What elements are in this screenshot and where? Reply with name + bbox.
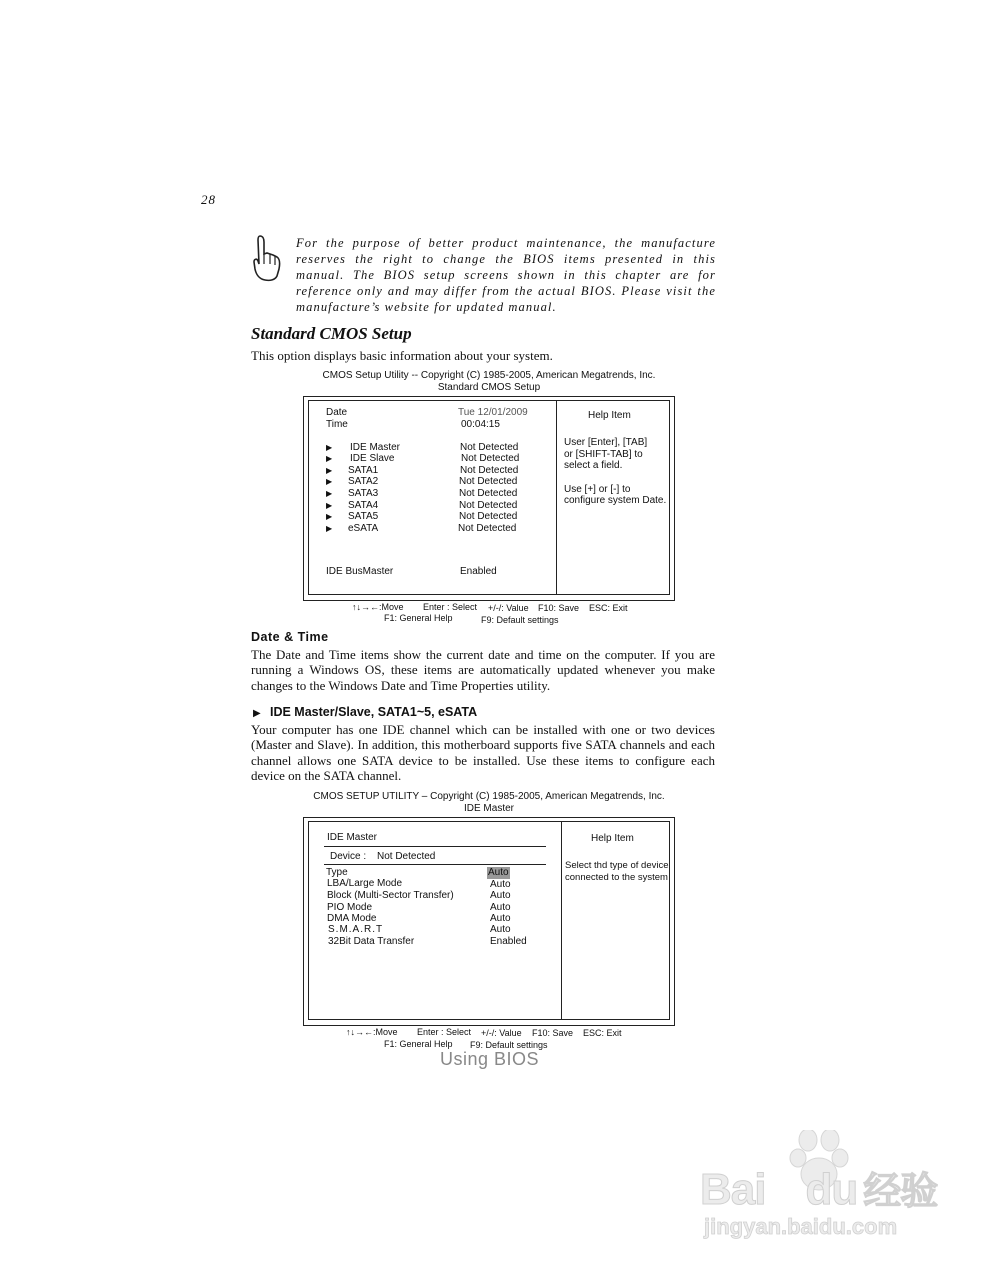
bios2-device-label: Device : xyxy=(330,851,367,862)
bios1-row-label: SATA4 xyxy=(348,500,379,511)
bios1-caption-line1: CMOS Setup Utility -- Copyright (C) 1985-2005, American Megatrends, Inc. xyxy=(322,370,656,381)
bios2-row-value[interactable]: Auto xyxy=(490,890,511,901)
bios2-divider xyxy=(561,821,562,1020)
bios2-key-exit: ESC: Exit xyxy=(583,1028,622,1038)
submenu-arrow-icon: ▶ xyxy=(326,454,333,463)
bios1-divider xyxy=(556,400,557,595)
bios2-row-value[interactable]: Enabled xyxy=(490,936,527,947)
bios1-key-value: +/-/: Value xyxy=(488,603,529,613)
bios1-row-label: SATA1 xyxy=(348,465,379,476)
bios1-row-label: IDE Slave xyxy=(350,453,395,464)
submenu-arrow-icon: ▶ xyxy=(326,443,333,452)
submenu-arrow-icon: ▶ xyxy=(326,512,333,521)
bios1-row-label: IDE Master xyxy=(350,442,401,453)
submenu-arrow-icon: ▶ xyxy=(326,524,333,533)
ide-section-text: Your computer has one IDE channel which can be installed with one or two devices (Master and Slave). In addition, this motherboard supports five SATA channels and each channel allows one SATA device to be installed. Use these items to configure each device on the SATA channel. xyxy=(251,722,715,783)
date-time-text: The Date and Time items show the current date and time on the computer. If you are running a Windows OS, these items are automatically updated whenever you make changes to the Windows Date and Time Properties utility. xyxy=(251,647,715,693)
bios1-row-label: eSATA xyxy=(348,523,379,534)
bios2-row-label: 32Bit Data Transfer xyxy=(328,936,415,947)
bios2-device-rule xyxy=(324,864,546,865)
bios2-key-select: Enter : Select xyxy=(417,1027,472,1037)
bios2-row-value[interactable]: Auto xyxy=(490,924,511,935)
bios1-row-label: Date xyxy=(326,407,348,418)
bios1-help-line: select a field. xyxy=(564,460,623,471)
bios2-row-value[interactable]: Auto xyxy=(490,902,511,913)
bios2-screen xyxy=(303,817,675,1026)
bios2-key-save: F10: Save xyxy=(532,1028,574,1038)
bios1-help-line: configure system Date. xyxy=(564,495,667,506)
bios1-caption xyxy=(303,370,675,394)
bios2-key-help: F1: General Help xyxy=(384,1039,453,1049)
bios1-row-value: Not Detected xyxy=(459,488,518,499)
bios1-key-help: F1: General Help xyxy=(384,613,453,623)
bios1-key-exit: ESC: Exit xyxy=(589,603,628,613)
bios1-help-line: or [SHIFT-TAB] to xyxy=(564,449,643,460)
bios2-row-label: PIO Mode xyxy=(327,902,373,913)
watermark-url: jingyan.baidu.com xyxy=(704,1214,898,1239)
bios1-row-label: IDE BusMaster xyxy=(326,566,394,577)
bios2-caption-line2: IDE Master xyxy=(463,803,514,814)
submenu-arrow-icon: ▶ xyxy=(326,489,333,498)
submenu-arrow-icon: ▶ xyxy=(326,466,333,475)
watermark-cn: 经验 xyxy=(863,1171,938,1213)
bios2-key-move: ↑↓→←:Move xyxy=(346,1027,398,1037)
bios2-row-label: Block (Multi-Sector Transfer) xyxy=(327,890,454,901)
bios1-key-defaults: F9: Default settings xyxy=(481,615,559,625)
bios2-device-value: Not Detected xyxy=(377,851,436,862)
bios1-row-label: Time xyxy=(326,419,348,430)
bios2-row-label: LBA/Large Mode xyxy=(327,878,403,889)
watermark-brand: Bai xyxy=(700,1165,766,1214)
bios2-title-rule xyxy=(324,846,546,847)
bios1-row-value: Not Detected xyxy=(458,523,517,534)
bios2-row-value[interactable]: Auto xyxy=(490,913,511,924)
bios1-screen xyxy=(303,396,675,601)
bios1-row-value: Tue 12/01/2009 xyxy=(458,407,528,418)
bios1-row-label: SATA2 xyxy=(348,476,379,487)
date-time-heading: Date & Time xyxy=(251,630,329,644)
bios2-help-line: Select thd type of device xyxy=(565,860,669,871)
watermark-brand2: du xyxy=(805,1165,858,1214)
footer-title: Using BIOS xyxy=(440,1049,540,1069)
bios1-help-line: User [Enter], [TAB] xyxy=(564,437,648,448)
bios1-row-value: Not Detected xyxy=(459,500,518,511)
bios1-row-value: Not Detected xyxy=(459,511,518,522)
bios1-key-save: F10: Save xyxy=(538,603,580,613)
bios2-row-value[interactable]: Auto xyxy=(490,879,511,890)
submenu-arrow-icon: ▶ xyxy=(326,501,333,510)
page-number: 28 xyxy=(201,192,216,207)
submenu-arrow-icon: ▶ xyxy=(326,477,333,486)
bios2-row-value-selected[interactable]: Auto xyxy=(488,867,509,878)
bios2-help-line: connected to the system xyxy=(565,872,668,883)
bios1-row-label: SATA3 xyxy=(348,488,379,499)
bios1-help-line: Use [+] or [-] to xyxy=(564,484,631,495)
bios2-caption-line1: CMOS SETUP UTILITY – Copyright (C) 1985-2005, American Megatrends, Inc. xyxy=(313,791,665,802)
bios2-row-label: DMA Mode xyxy=(327,913,377,924)
pointing-hand-icon xyxy=(250,234,284,282)
bios1-row-value: Not Detected xyxy=(461,453,520,464)
bios1-row-value: Not Detected xyxy=(460,442,519,453)
note-text: For the purpose of better product maintenance, the manufacture reserves the right to change the BIOS items presented in this manual. The BIOS setup screens shown in this chapter are for reference only and may differ from the actual BIOS. Please visit the manufacture’s website for updated manual. xyxy=(296,236,716,314)
bios1-row-value: Not Detected xyxy=(460,465,519,476)
bios2-key-value: +/-/: Value xyxy=(481,1028,522,1038)
bios1-row-value: Enabled xyxy=(460,566,497,577)
ide-section-heading: IDE Master/Slave, SATA1~5, eSATA xyxy=(270,705,478,719)
bios2-key-defaults: F9: Default settings xyxy=(470,1040,548,1050)
bios1-caption-line2: Standard CMOS Setup xyxy=(437,382,541,393)
bios1-key-move: ↑↓→←:Move xyxy=(352,602,404,612)
bios1-row-value: Not Detected xyxy=(459,476,518,487)
bios2-row-label: S.M.A.R.T xyxy=(328,924,384,935)
bios1-help-title: Help Item xyxy=(588,410,631,421)
bios1-key-select: Enter : Select xyxy=(423,602,478,612)
section-intro: This option displays basic information about your system. xyxy=(251,348,553,363)
bios2-panel-title: IDE Master xyxy=(327,832,378,843)
submenu-arrow-icon: ▶ xyxy=(253,708,261,719)
section-title: Standard CMOS Setup xyxy=(251,324,412,343)
bios1-row-value: 00:04:15 xyxy=(461,419,500,430)
bios2-caption xyxy=(303,791,675,815)
bios2-row-label: Type xyxy=(326,867,348,878)
bios2-help-title: Help Item xyxy=(591,833,634,844)
bios1-row-label: SATA5 xyxy=(348,511,379,522)
baidu-jingyan-watermark xyxy=(700,1130,940,1240)
